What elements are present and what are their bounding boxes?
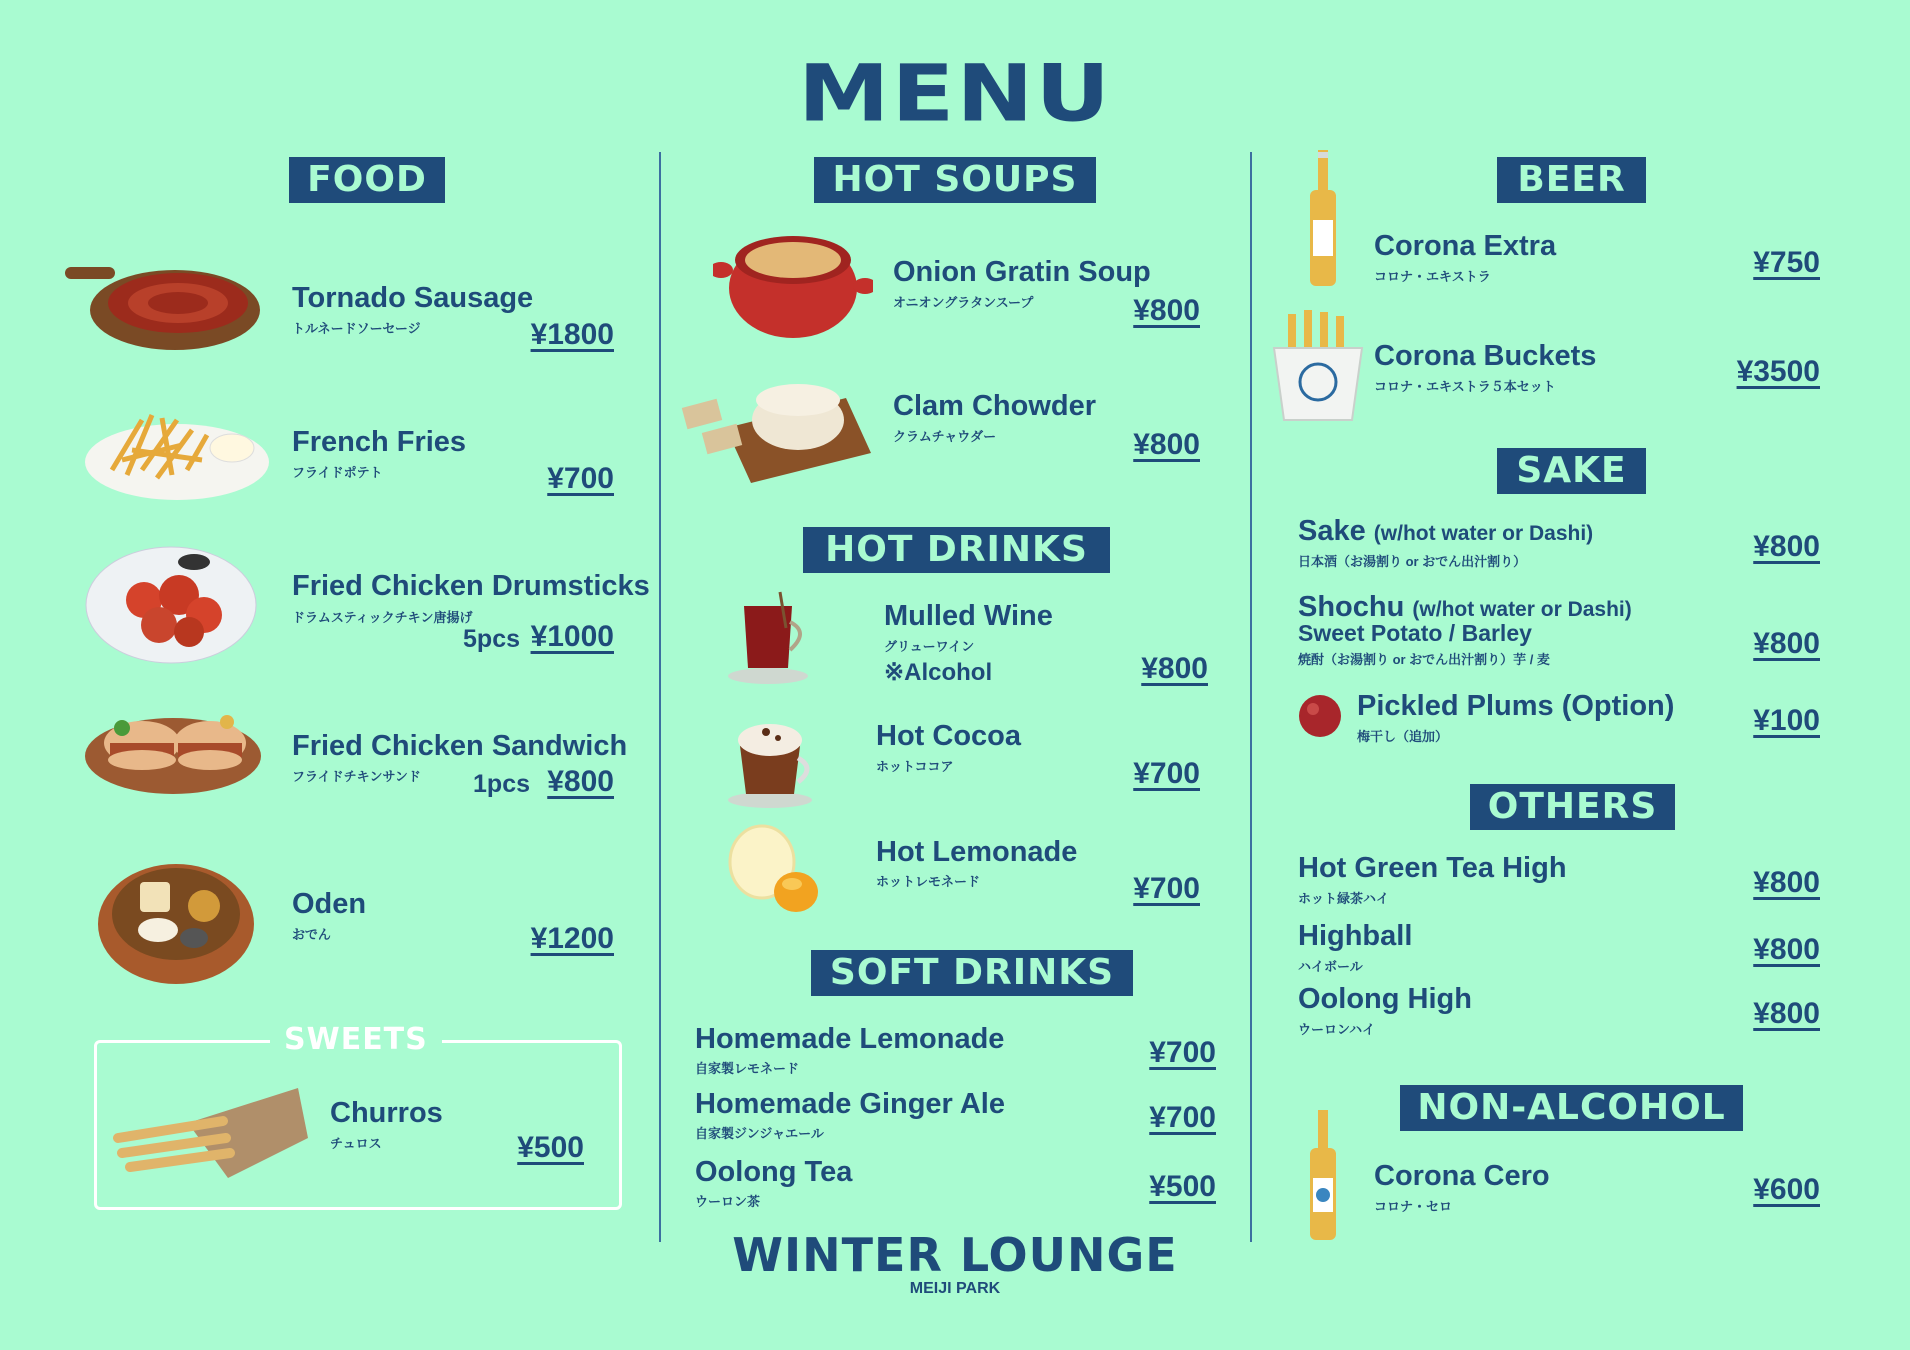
item-subtitle: トルネードソーセージ	[292, 321, 421, 336]
item-subtitle: 自家製ジンジャエール	[695, 1126, 824, 1141]
item-name: Hot Lemonade	[876, 836, 1078, 868]
item-price: ¥800	[1753, 933, 1820, 966]
section-header-sweets: SWEETS	[270, 1022, 442, 1057]
item-price: ¥750	[1753, 246, 1820, 279]
item-name: Homemade Lemonade	[695, 1023, 1005, 1055]
section-header-non-alcohol: NON-ALCOHOL	[1400, 1085, 1743, 1131]
oden-icon	[96, 852, 256, 987]
item-subtitle: ホットココア	[876, 759, 954, 774]
item-quantity: 1pcs	[473, 770, 530, 798]
item-name: Hot Green Tea High	[1298, 852, 1567, 884]
item-price: ¥1800	[530, 318, 614, 351]
section-header-hot-drinks: HOT DRINKS	[803, 527, 1110, 573]
item-price: ¥800	[1753, 866, 1820, 899]
section-header-beer: BEER	[1497, 157, 1646, 203]
beer-bottle-icon	[1304, 150, 1342, 290]
item-price: ¥800	[1141, 652, 1208, 685]
item-price: ¥700	[547, 462, 614, 495]
column-divider	[659, 152, 661, 1242]
item-name: Corona Cero	[1374, 1160, 1550, 1192]
item-subtitle: ホットレモネード	[876, 874, 981, 889]
item-price: ¥800	[1753, 530, 1820, 563]
section-header-food: FOOD	[289, 157, 445, 203]
item-name: French Fries	[292, 426, 467, 458]
item-name: Homemade Ginger Ale	[695, 1088, 1005, 1120]
section-header-hot-soups: HOT SOUPS	[814, 157, 1096, 203]
sandwich-icon	[82, 698, 264, 796]
column-divider	[1250, 152, 1252, 1242]
item-name: Clam Chowder	[893, 390, 1097, 422]
item-price: ¥600	[1753, 1173, 1820, 1206]
item-name: Oolong High	[1298, 983, 1472, 1015]
churros-icon	[108, 1083, 308, 1183]
item-price: ¥700	[1133, 872, 1200, 905]
plum-icon	[1298, 694, 1342, 738]
item-price: ¥500	[517, 1131, 584, 1164]
item-subtitle: ドラムスティックチキン唐揚げ	[292, 610, 473, 625]
sausage-icon	[60, 255, 265, 355]
item-subtitle: ハイボール	[1298, 959, 1363, 974]
beer-bucket-icon	[1266, 310, 1370, 424]
item-subtitle: 梅干し（追加）	[1357, 729, 1449, 744]
menu-title: MENU	[797, 48, 1113, 139]
item-subtitle: チュロス	[330, 1136, 382, 1151]
footer-brand: WINTER LOUNGE	[732, 1228, 1178, 1282]
item-subtitle: コロナ・エキストラ	[1374, 269, 1491, 284]
item-subtitle: フライドチキンサンド	[292, 769, 421, 784]
item-variant: Sweet Potato / Barley	[1298, 620, 1532, 646]
item-name: Oden	[292, 888, 367, 920]
item-subtitle: 焼酎（お湯割り or おでん出汁割り）芋 / 麦	[1298, 652, 1550, 667]
item-subtitle: コロナ・セロ	[1374, 1199, 1453, 1214]
item-name: Oolong Tea	[695, 1156, 853, 1188]
item-price: ¥700	[1149, 1101, 1216, 1134]
mulled-wine-icon	[722, 588, 817, 688]
item-name: Corona Buckets	[1374, 340, 1597, 372]
item-name: Highball	[1298, 920, 1413, 952]
drumsticks-icon	[84, 540, 259, 665]
section-header-others: OTHERS	[1470, 784, 1675, 830]
beer-bottle-icon	[1304, 1110, 1342, 1244]
item-subtitle: フライドポテト	[292, 465, 383, 480]
item-subtitle: グリューワイン	[884, 639, 975, 654]
fries-icon	[82, 390, 272, 505]
item-name: Pickled Plums (Option)	[1357, 690, 1675, 722]
item-subtitle: コロナ・エキストラ５本セット	[1374, 379, 1556, 394]
section-header-soft-drinks: SOFT DRINKS	[811, 950, 1133, 996]
item-name: Onion Gratin Soup	[893, 256, 1151, 288]
section-header-sake: SAKE	[1497, 448, 1646, 494]
item-price: ¥800	[1753, 997, 1820, 1030]
lemonade-icon	[722, 822, 822, 922]
clam-chowder-icon	[676, 358, 876, 488]
item-quantity: 5pcs	[463, 625, 520, 653]
item-name: Tornado Sausage	[292, 282, 534, 314]
item-price: ¥800	[1133, 294, 1200, 327]
item-subtitle: オニオングラタンスープ	[893, 295, 1034, 310]
item-subtitle: おでん	[292, 927, 331, 942]
item-name: Mulled Wine	[884, 600, 1053, 632]
item-price: ¥800	[1133, 428, 1200, 461]
item-price: ¥700	[1149, 1036, 1216, 1069]
item-name: Shochu (w/hot water or Dashi)	[1298, 591, 1632, 623]
item-name: Fried Chicken Sandwich	[292, 730, 628, 762]
item-subtitle: クラムチャウダー	[893, 429, 997, 444]
alcohol-note: ※Alcohol	[884, 659, 993, 686]
item-name: Churros	[330, 1097, 443, 1129]
cocoa-icon	[722, 710, 822, 810]
item-price: ¥800	[547, 765, 614, 798]
item-subtitle: ウーロンハイ	[1298, 1022, 1376, 1037]
item-price: ¥500	[1149, 1170, 1216, 1203]
item-price: ¥100	[1753, 704, 1820, 737]
footer-location: MEIJI PARK	[909, 1280, 1001, 1297]
item-subtitle: ホット緑茶ハイ	[1298, 891, 1390, 906]
item-subtitle: 自家製レモネード	[695, 1061, 800, 1076]
item-price: ¥1200	[530, 922, 614, 955]
item-price: ¥700	[1133, 757, 1200, 790]
item-price: ¥3500	[1736, 355, 1820, 388]
item-subtitle: 日本酒（お湯割り or おでん出汁割り）	[1298, 554, 1527, 569]
onion-soup-icon	[713, 220, 873, 340]
item-subtitle: ウーロン茶	[695, 1194, 761, 1209]
item-name: Hot Cocoa	[876, 720, 1021, 752]
item-name: Fried Chicken Drumsticks	[292, 570, 650, 602]
item-name: Sake (w/hot water or Dashi)	[1298, 515, 1594, 547]
item-price: ¥1000	[530, 620, 614, 653]
item-price: ¥800	[1753, 627, 1820, 660]
item-name: Corona Extra	[1374, 230, 1557, 262]
